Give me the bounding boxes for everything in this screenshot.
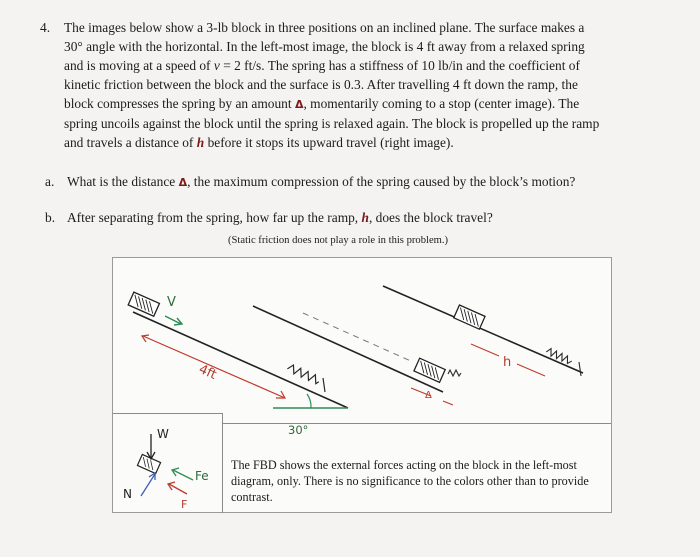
delta-symbol: Δ <box>178 176 188 189</box>
question-b-label: b. <box>45 210 56 225</box>
block-right <box>454 305 485 329</box>
angle-label: 30° <box>288 423 309 437</box>
delta-symbol: Δ <box>294 98 304 111</box>
spring-wall-right <box>579 362 581 376</box>
incline-line-right <box>383 286 583 373</box>
variable-v: v <box>213 58 220 73</box>
weight-label: W <box>157 427 169 441</box>
spring-left <box>287 363 321 384</box>
distance-label: 4ft <box>196 361 219 383</box>
spring-force-label: Fe <box>195 469 209 483</box>
spring-wall-left <box>323 378 325 392</box>
friction-label: F <box>181 498 188 511</box>
figure-caption <box>223 423 611 512</box>
velocity-label: V <box>167 295 176 310</box>
normal-label: N <box>123 487 132 501</box>
problem-line: block compresses the spring by an amount Δ, momentarily coming to a stop (center image). The <box>64 96 580 111</box>
delta-label: Δ <box>425 390 432 401</box>
problem-line: and is moving at a speed of v = 2 ft/s. The spring has a stiffness of 10 lb/in and the coefficient of <box>64 58 580 73</box>
question-a-text-end: , the maximum compression of the spring caused by the block’s motion? <box>187 174 576 189</box>
incline-line-left <box>133 312 348 408</box>
incline-figure <box>112 257 612 513</box>
velocity-arrow <box>165 316 182 325</box>
question-a-text: What is the distance <box>67 174 176 189</box>
problem-body <box>64 18 654 152</box>
problem-line: The images below show a 3-lb block in three positions on an inclined plane. The surface makes a <box>64 20 585 35</box>
fbd-frame <box>113 413 223 513</box>
block-center <box>414 358 445 382</box>
variable-h: h <box>361 210 369 225</box>
question-a-label: a. <box>45 174 55 189</box>
dashed-guide-line <box>303 313 413 362</box>
problem-line: kinetic friction between the block and the surface is 0.3. After travelling 4 ft down the ramp, the <box>64 77 578 92</box>
question-b-text-end: , does the block travel? <box>368 210 493 225</box>
question-b-text: After separating from the spring, how far up the ramp, <box>67 210 359 225</box>
problem-number: 4. <box>40 20 51 35</box>
h-label: h <box>503 355 512 370</box>
problem-line: and travels a distance of h before it stops its upward travel (right image). <box>64 135 454 150</box>
variable-h: h <box>196 135 205 150</box>
static-friction-note: (Static friction does not play a role in this problem.) <box>228 235 449 246</box>
delta-marker <box>411 388 453 405</box>
problem-line: 30° angle with the horizontal. In the left-most image, the block is 4 ft away from a relaxed spring <box>64 39 585 54</box>
caption-text: The FBD shows the external forces acting on the block in the left-most diagram, only. There is no significance to the colors other than to provide contrast. <box>231 458 589 504</box>
problem-line: spring uncoils against the block until the spring is relaxed again. The block is propelled up the ramp <box>64 116 600 131</box>
spring-compressed <box>448 370 461 376</box>
